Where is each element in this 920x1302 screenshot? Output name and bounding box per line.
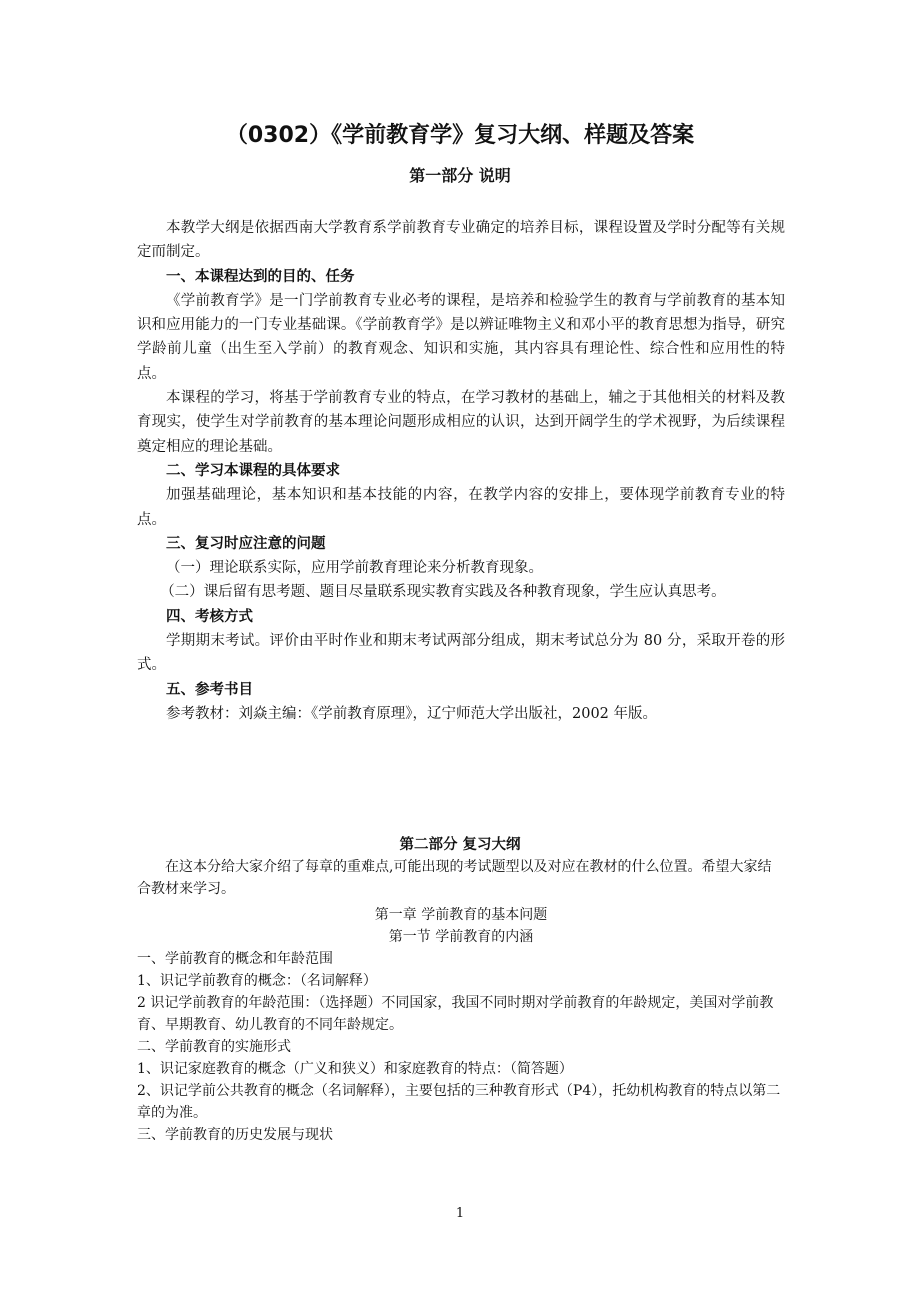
- part2-intro: 在这本分给大家介绍了每章的重难点,可能出现的考试题型以及对应在教材的什么位置。希望大家结合教材来学习。: [137, 859, 772, 897]
- chapter-heading: 第一章 学前教育的基本问题: [374, 907, 548, 923]
- outline-line: 1、识记家庭教育的概念（广义和狭义）和家庭教育的特点：（简答题）: [137, 1061, 573, 1077]
- list-item: （一）理论联系实际，应用学前教育理论来分析教育现象。: [166, 560, 543, 577]
- paragraph: 参考教材：刘焱主编：《学前教育原理》，辽宁师范大学出版社，2002 年版。: [166, 705, 658, 722]
- outline-line: 三、学前教育的历史发展与现状: [137, 1127, 333, 1143]
- paragraph: 学期期末考试。评价由平时作业和期末考试两部分组成，期末考试总分为 80 分，采取开卷的形式。: [137, 633, 785, 674]
- part1-body: [137, 216, 785, 726]
- page-number: 1: [455, 1206, 465, 1221]
- section-heading: 第一节 学前教育的内涵: [388, 929, 534, 945]
- part2-body: [137, 856, 785, 1146]
- part1-heading: 第一部分 说明: [409, 166, 511, 185]
- section-heading: 四、考核方式: [166, 608, 253, 625]
- outline-line: 2 识记学前教育的年龄范围：（选择题）不同国家，我国不同时期对学前教育的年龄规定，美国对学前教育、早期教育、幼儿教育的不同年龄规定。: [137, 995, 774, 1033]
- outline-line: 二、学前教育的实施形式: [137, 1039, 291, 1055]
- section-heading: 三、复习时应注意的问题: [166, 535, 326, 552]
- part2-heading: 第二部分 复习大纲: [399, 837, 521, 853]
- paragraph: 本课程的学习，将基于学前教育专业的特点，在学习教材的基础上，辅之于其他相关的材料及教育现实，使学生对学前教育的基本理论问题形成相应的认识，达到开阔学生的学术视野，为后续课程奠定相应的理论基础。: [137, 390, 785, 455]
- part1-intro: 本教学大纲是依据西南大学教育系学前教育专业确定的培养目标，课程设置及学时分配等有关规定而制定。: [137, 220, 785, 261]
- outline-line: 2、识记学前公共教育的概念（名词解释），主要包括的三种教育形式（P4），托幼机构教育的特点以第二章的为准。: [137, 1083, 781, 1121]
- paragraph: 加强基础理论，基本知识和基本技能的内容，在教学内容的安排上，要体现学前教育专业的特点。: [137, 487, 785, 528]
- paragraph: 《学前教育学》是一门学前教育专业必考的课程，是培养和检验学生的教育与学前教育的基本知识和应用能力的一门专业基础课。《学前教育学》是以辨证唯物主义和邓小平的教育思想为指导，研究学龄前儿童（出生至入学前）的教育观念、知识和实施，其内容具有理论性、综合性和应用性的特点。: [137, 292, 785, 382]
- document-title: （0302）《学前教育学》复习大纲、样题及答案: [225, 123, 695, 148]
- list-item: （二）课后留有思考题、题目尽量联系现实教育实践及各种教育现象，学生应认真思考。: [160, 584, 726, 601]
- section-heading: 五、参考书目: [166, 681, 253, 698]
- section-heading: 一、本课程达到的目的、任务: [166, 268, 355, 285]
- outline-line: 一、学前教育的概念和年龄范围: [137, 951, 333, 967]
- section-heading: 二、学习本课程的具体要求: [166, 462, 340, 479]
- outline-line: 1、识记学前教育的概念：（名词解释）: [137, 973, 377, 989]
